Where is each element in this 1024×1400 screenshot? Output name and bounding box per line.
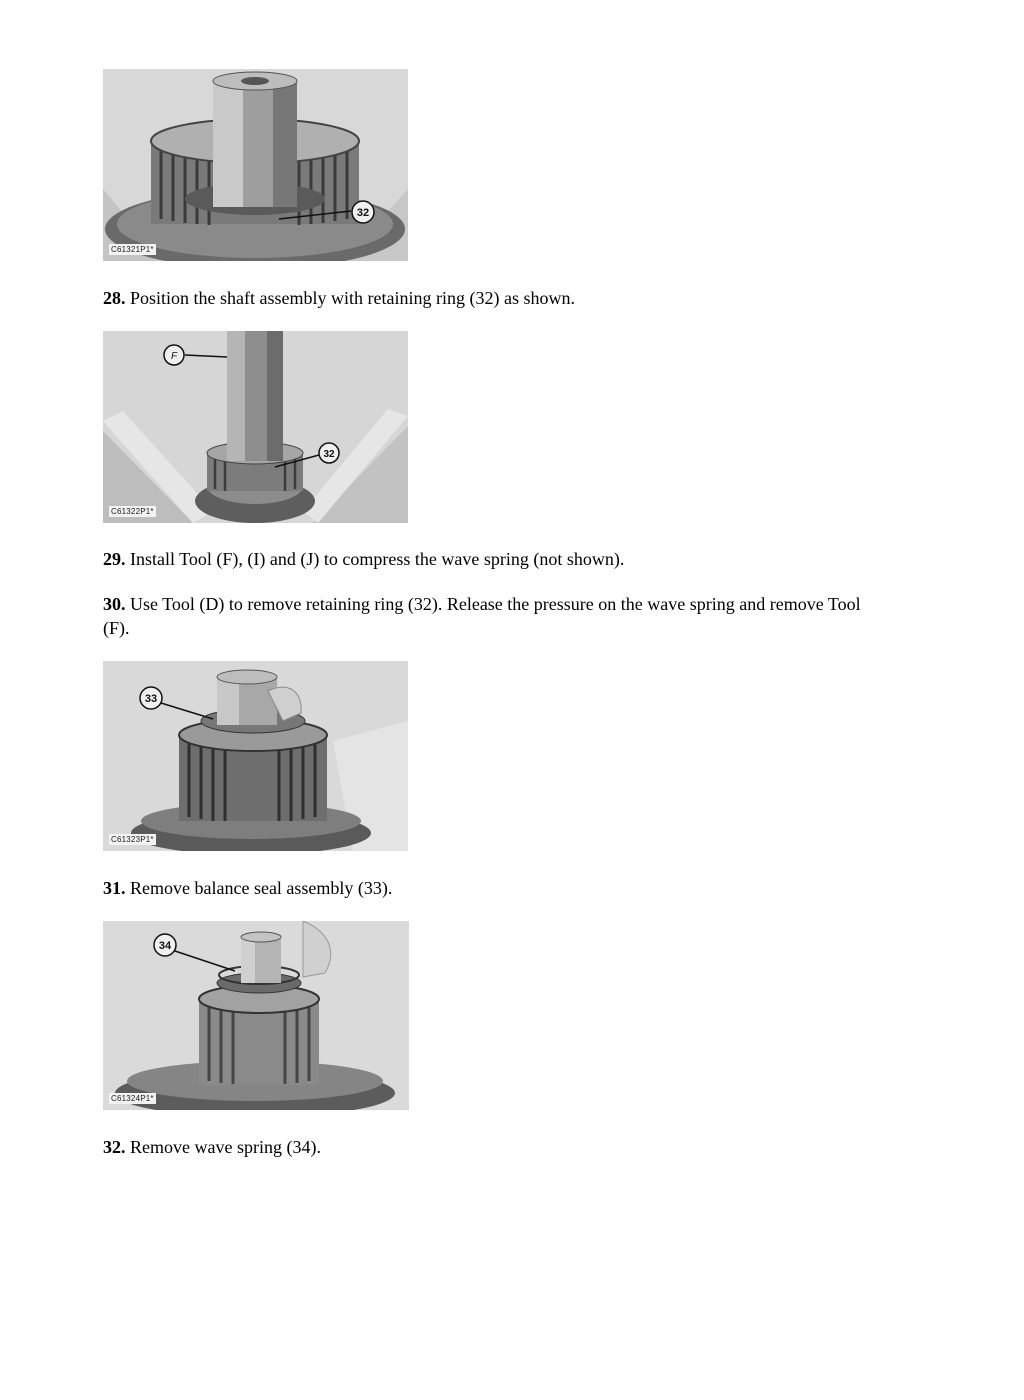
balance-seal-photo (103, 661, 408, 851)
step-text: Use Tool (D) to remove retaining ring (32). Release the pressure on the wave spring and remove Tool (F). (103, 594, 861, 638)
step-30 (103, 592, 883, 640)
step-number: 31. (103, 878, 126, 898)
tool-f-photo (103, 331, 408, 523)
callout-label: 32 (323, 449, 335, 460)
step-32 (103, 1135, 903, 1159)
callout-label: 32 (356, 207, 370, 219)
figure-photo-3 (103, 661, 408, 851)
step-28 (103, 286, 903, 310)
figure-photo-1 (103, 69, 408, 261)
step-text: Remove balance seal assembly (33). (130, 878, 393, 898)
figure-photo-4 (103, 921, 409, 1110)
step-number: 30. (103, 594, 126, 614)
step-number: 28. (103, 288, 126, 308)
step-text: Remove wave spring (34). (130, 1137, 321, 1157)
callout-label: F (170, 351, 178, 362)
step-number: 32. (103, 1137, 126, 1157)
step-text: Install Tool (F), (I) and (J) to compress the wave spring (not shown). (130, 549, 625, 569)
figure-id: C61323P1* (111, 835, 154, 844)
wave-spring-photo (103, 921, 409, 1110)
step-29 (103, 547, 903, 571)
step-number: 29. (103, 549, 126, 569)
figure-id: C61322P1* (111, 507, 154, 516)
step-text: Position the shaft assembly with retaining ring (32) as shown. (130, 288, 575, 308)
figure-id: C61324P1* (111, 1094, 154, 1103)
callout-label: 33 (144, 693, 158, 705)
shaft-assembly-photo (103, 69, 408, 261)
figure-id: C61321P1* (111, 245, 154, 254)
step-31 (103, 876, 903, 900)
figure-photo-2 (103, 331, 408, 523)
callout-label: 34 (158, 940, 172, 952)
